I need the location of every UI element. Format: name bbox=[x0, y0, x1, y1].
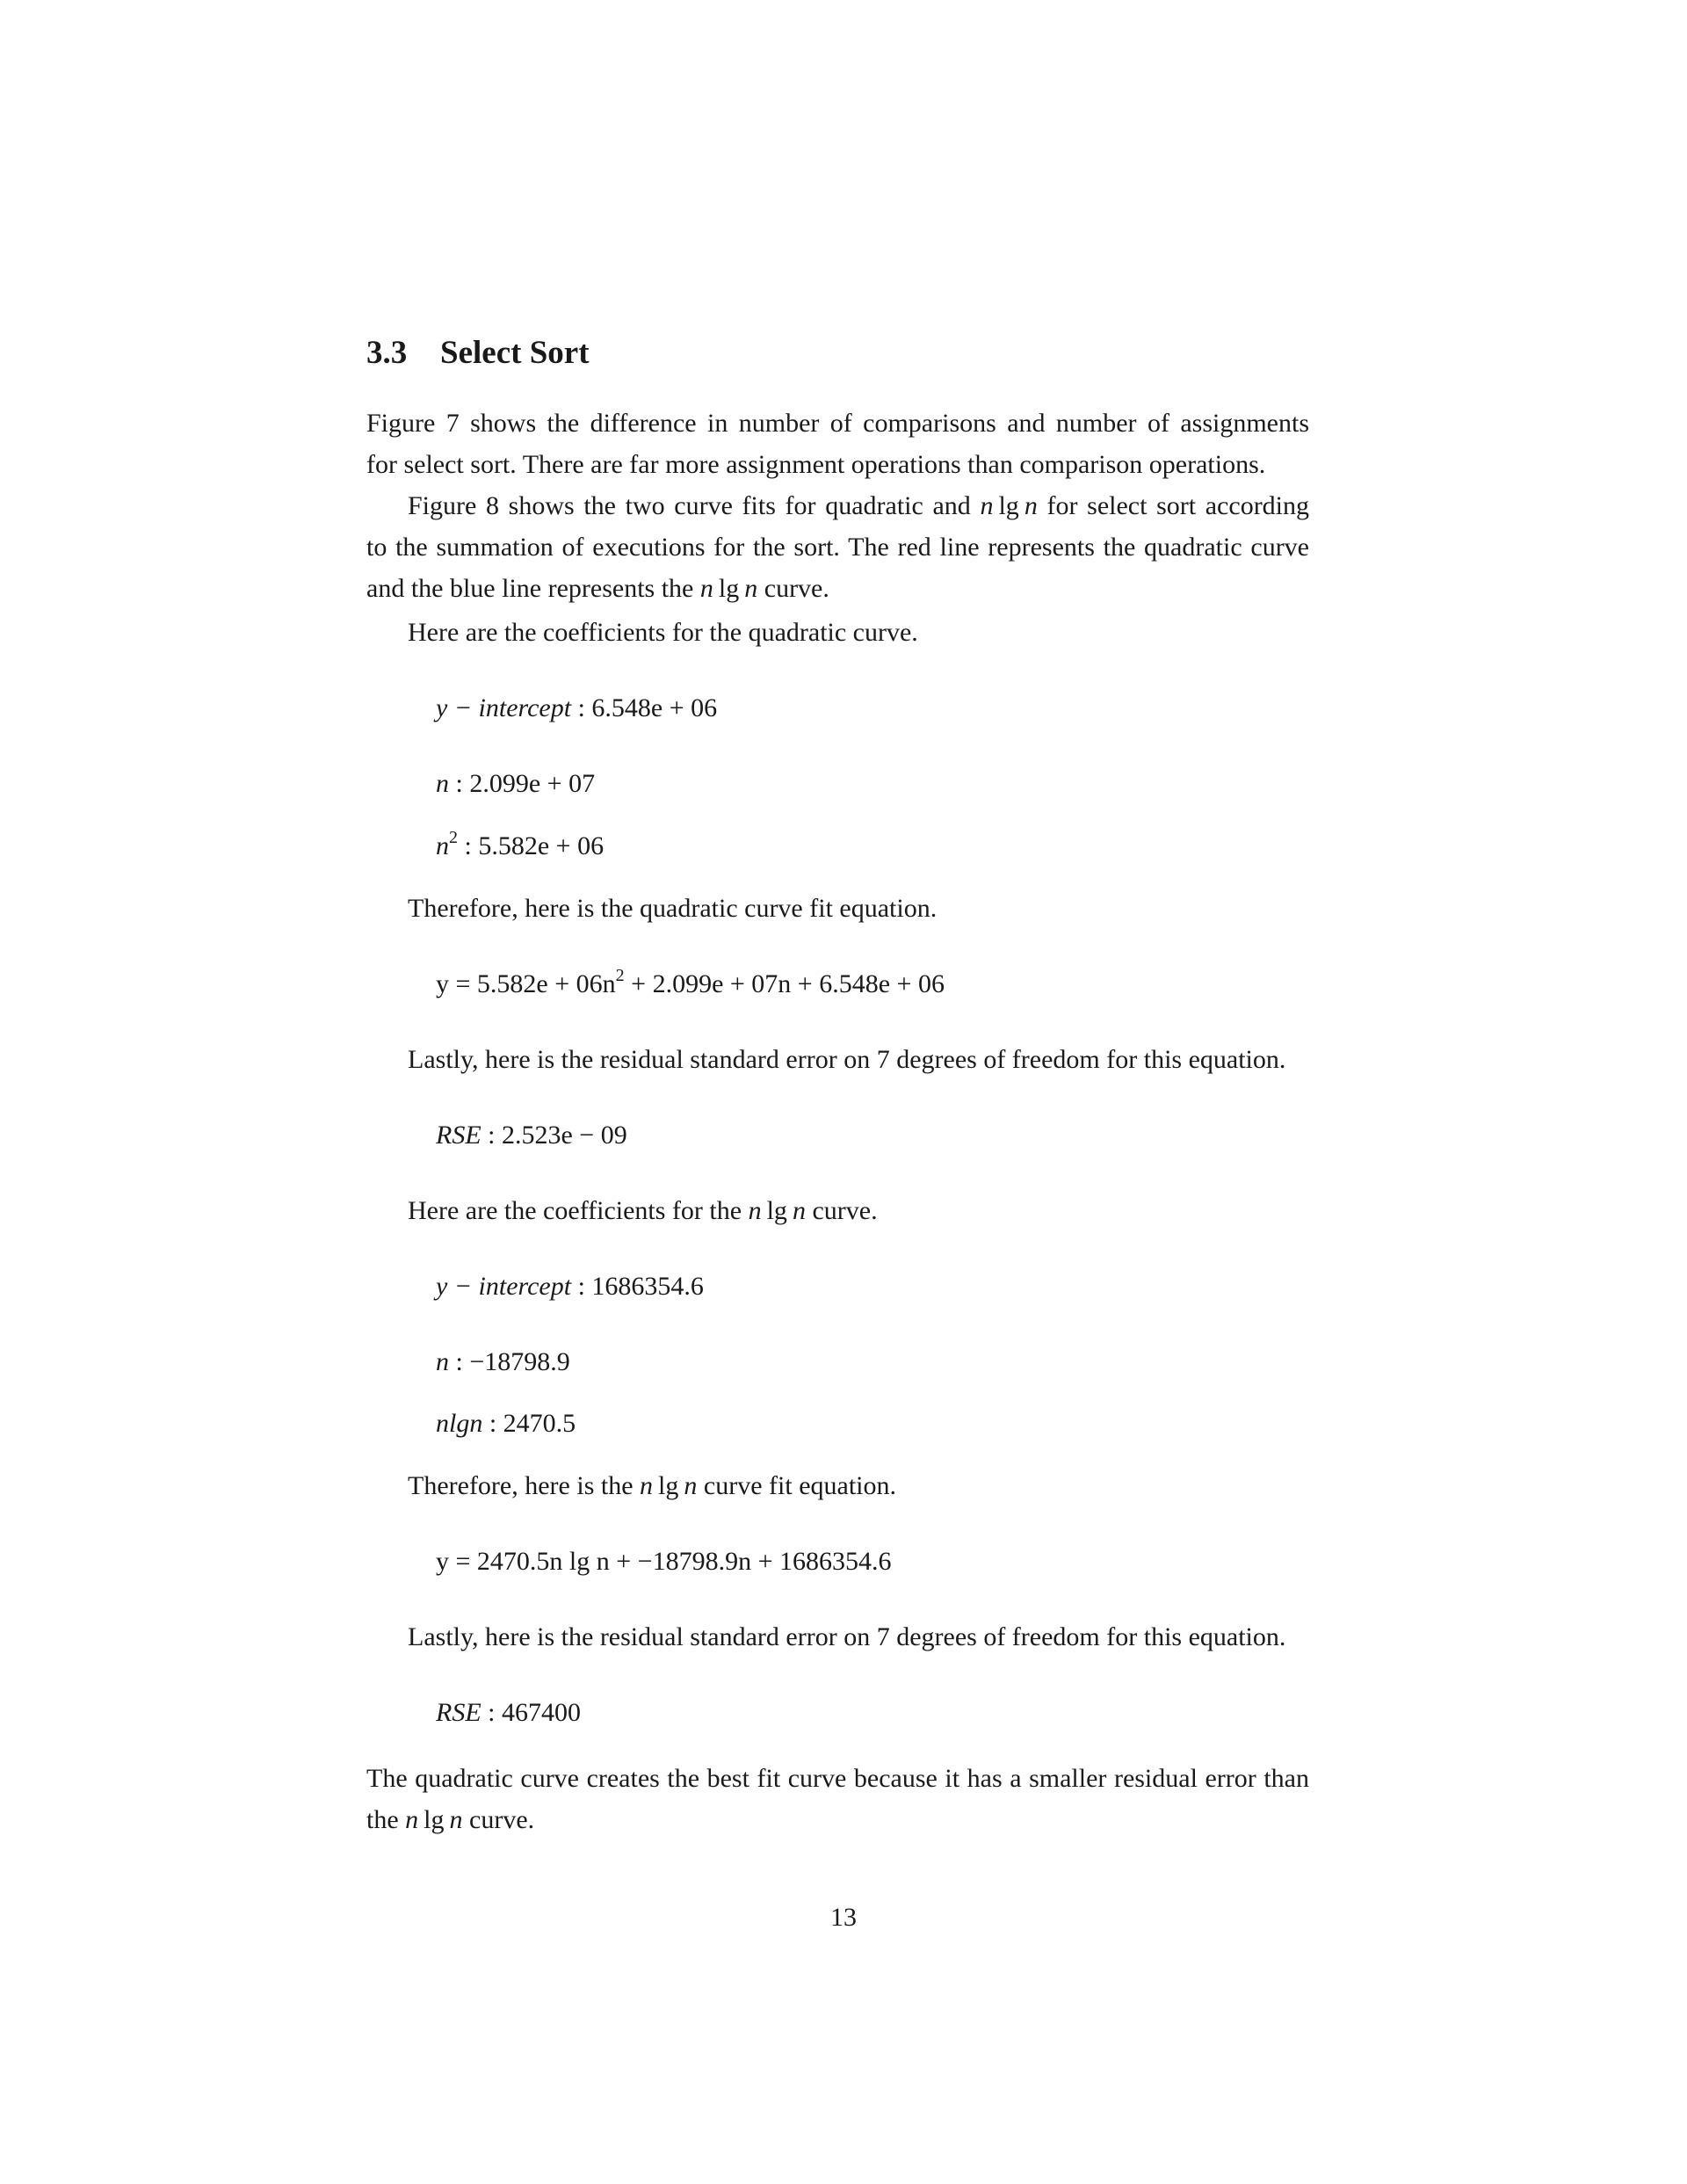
paragraph-line: The quadratic curve creates the best fit curve because it has a smaller residual error than bbox=[366, 1764, 1309, 1793]
paragraph-figure8 bbox=[366, 485, 1309, 609]
paragraph-figure7 bbox=[366, 403, 1309, 485]
quadratic-coef-intercept: y − intercept : 6.548e + 06 bbox=[436, 693, 718, 722]
quadratic-rse-intro: Lastly, here is the residual standard error on 7 degrees of freedom for this equation. bbox=[408, 1045, 1286, 1074]
quadratic-therefore: Therefore, here is the quadratic curve fit equation. bbox=[408, 894, 938, 923]
nlgn-coef-n: n : −18798.9 bbox=[436, 1347, 570, 1376]
section-title: Select Sort bbox=[440, 335, 590, 371]
quadratic-equation: $y = 5.582e + 06n^2 + 2.099e + 07n + 6.548e + 06$ bbox=[436, 966, 945, 998]
paragraph-line: Figure 7 shows the difference in number of comparisons and number of assignments bbox=[366, 409, 1309, 438]
section-number: 3.3 bbox=[366, 335, 408, 371]
nlgn-coef-intercept: y − intercept : 1686354.6 bbox=[436, 1272, 704, 1301]
paragraph-line: to the summation of executions for the sort. The red line represents the quadratic curve bbox=[366, 533, 1309, 562]
nlgn-coef-nlgn: nlgn : 2470.5 bbox=[436, 1409, 576, 1438]
quadratic-rse: RSE : 2.523e − 09 bbox=[436, 1121, 627, 1150]
nlgn-intro: Here are the coefficients for the n lg n curve. bbox=[408, 1196, 878, 1225]
nlgn-equation: y = 2470.5n lg n + −18798.9n + 1686354.6 bbox=[436, 1547, 892, 1576]
section-heading bbox=[366, 334, 590, 372]
paragraph-line: and the blue line represents the n lg n curve. bbox=[366, 574, 829, 603]
paragraph-line: Figure 8 shows the two curve fits for quadratic and n lg n for select sort according bbox=[408, 491, 1310, 520]
nlgn-rse: RSE : 467400 bbox=[436, 1698, 581, 1727]
quadratic-coef-n2: $n^2$ : 5.582e + 06 bbox=[436, 828, 605, 860]
paragraph-line: for select sort. There are far more assignment operations than comparison operations. bbox=[366, 450, 1266, 479]
conclusion-paragraph bbox=[366, 1758, 1309, 1840]
paragraph-line: the n lg n curve. bbox=[366, 1805, 535, 1834]
nlgn-therefore: Therefore, here is the n lg n curve fit equation. bbox=[408, 1471, 896, 1500]
page-number: 13 bbox=[830, 1903, 857, 1932]
nlgn-rse-intro: Lastly, here is the residual standard error on 7 degrees of freedom for this equation. bbox=[408, 1622, 1286, 1651]
quadratic-intro: Here are the coefficients for the quadratic curve. bbox=[408, 618, 918, 647]
quadratic-coef-n: n : 2.099e + 07 bbox=[436, 769, 596, 798]
